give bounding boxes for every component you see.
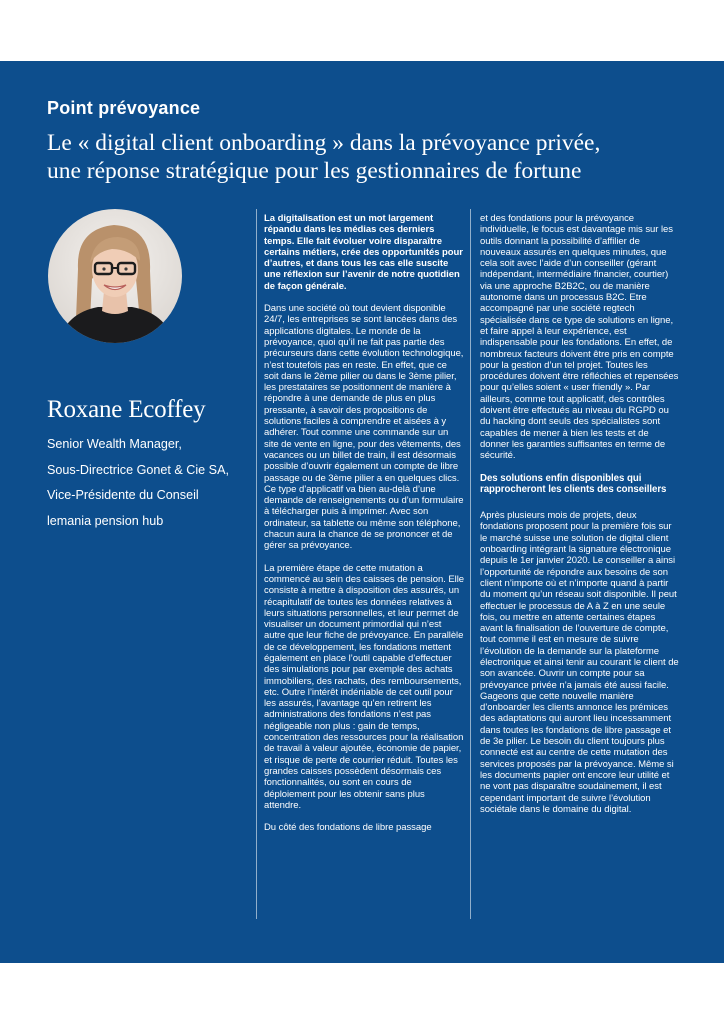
headline-line-1: Le « digital client onboarding » dans la prévoyance privée, [47,130,601,156]
article-headline [47,129,687,185]
article-paragraph: Du côté des fondations de libre passage [264,822,432,834]
column-divider-middle [470,209,471,919]
column-divider-left [256,209,257,919]
article-paragraph: Après plusieurs mois de projets, deux fondations proposent pour la première fois sur le marché suisse une solution de digital client onboarding intégrant la signature électronique depuis le 1er janvier 2020. Le conseiller a ainsi l’opportunité de répondre aux besoins de son client n’importe où et n’importe quand à partir du moment qu’un réseau soit disponible. Il peut effectuer le processus de A à Z en une seule fois, ou mettre en attente certaines étapes avant la finalisation de l’ouverture de compte, tout comme il est en mesure de suivre l’évolution de la demande sur la plateforme électronique et ainsi tenir au courant le client de son avancée. Ouvrir un compte pour sa prévoyance privée n’a jamais été aussi facile. Gageons que cette nouvelle manière d’onboarder les clients annonce les prémices des adaptations qui auront lieu incessamment dans toutes les fondations de libre passage et de 3e pilier. Le besoin du client toujours plus connecté est au centre de cette mutation des services proposés par la prévoyance. Même si les documents papier ont encore leur utilité et ne vont pas disparaître soudainement, il est cependant important de suivre l’évolution sociétale dans le domaine du digital. [480,510,679,815]
headline-line-2: une réponse stratégique pour les gestionnaires de fortune [47,158,582,184]
article-column-1 [264,213,464,844]
author-role-line: lemania pension hub [47,513,164,528]
author-roles [47,432,247,534]
author-role-line: Sous-Directrice Gonet & Cie SA, [47,462,229,477]
section-label: Point prévoyance [47,98,201,118]
author-portrait [48,209,182,343]
article-paragraph: Dans une société où tout devient disponible 24/7, les entreprises se sont lancées dans des applications digitales. Le monde de la prévoyance, quoi qu’il ne fait pas partie des précurseurs dans cette évolution technologique, n’est toutefois pas en reste. En effet, que ce soit dans le 2ème pilier ou dans le 3ème pilier, les prestataires se positionnent de manière à répondre à une demande de plus en plus pressante, à savoir des propositions de solutions faciles à comprendre et aisées à y adhérer. Tout comme une commande sur un site de vente en ligne, pour des vêtements, des vacances ou un billet de train, il est désormais possible d’ouvrir également un compte de libre passage ou de 3ème pilier a en quelques clics. Ce type d’applicatif va bien au-delà d’une demande de renseignements ou d’un formulaire à télécharger puis à imprimer. Avec son ordinateur, sa tablette ou même son téléphone, chacun aura la chance de se prononcer et de gérer sa prévoyance. [264,303,464,552]
author-role-line: Vice-Présidente du Conseil [47,488,199,502]
article-column-2 [480,213,680,826]
article-paragraph: et des fondations pour la prévoyance individuelle, le focus est davantage mis sur les outils donnant la possibilité d’affilier de nouveaux assurés en quelques minutes, que cela soit avec l’aide d’un conseiller (gérant indépendant, intermédiaire financier, courtier) via une approche B2B2C, ou de manière autonome dans un processus B2C. Etre accompagné par une société regtech spécialisée dans ce type de solutions en ligne, et faire appel à leur expérience, est indispensable pour les fondations. En effet, de nombreux facteurs doivent être pris en compte pour la gestion d’un tel projet. Toutes les procédures doivent être réfléchies et repensées pour qu’elles soient « user friendly ». Par ailleurs, comme tout applicatif, des contrôles doivent être effectués au niveau du RGPD ou du hacking dont seuls des spécialistes sont capables de mener à bien les tests et de donner les garanties suffisantes en terme de sécurité. [480,213,679,462]
author-role-line: Senior Wealth Manager, [47,437,182,451]
article-intro: La digitalisation est un mot largement répandu dans les médias ces derniers temps. Elle fait évoluer voire disparaître certains métiers, crée des opportunités pour d’autres, et dans tous les cas elle suscite une réflexion sur l’avenir de notre quotidien de façon générale. [264,213,463,292]
author-name: Roxane Ecoffey [47,396,206,423]
article-subheading: Des solutions enfin disponibles qui rapprocheront les clients des conseillers [480,472,667,495]
article-paragraph: La première étape de cette mutation a commencé au sein des caisses de pension. Elle consiste à mettre à disposition des assurés, un récapitulatif de toutes les données relatives à leurs situations personnelles, et leur permet de visualiser un document primordial qui n’est autre que leur fiche de prévoyance. En parallèle de ce développement, les fondations mettent également en place l’outil capable d’effectuer des simulations pour par exemple des achats immobiliers, des rachats, des remboursements, etc. Outre l’intérêt indéniable de cet outil pour les assurés, l’avantage qu’en retirent les administrations des fondations n’est pas négligeable non plus : gain de temps, concentration des ressources pour la réalisation de travail à valeur ajoutée, économie de papier, et risque de perte de courrier réduit. Toutes les grandes caisses possèdent désormais ces fonctionnalités, ou sont en cours de déploiement pour les obtenir sans plus attendre. [264,562,465,811]
article-panel [0,61,724,963]
